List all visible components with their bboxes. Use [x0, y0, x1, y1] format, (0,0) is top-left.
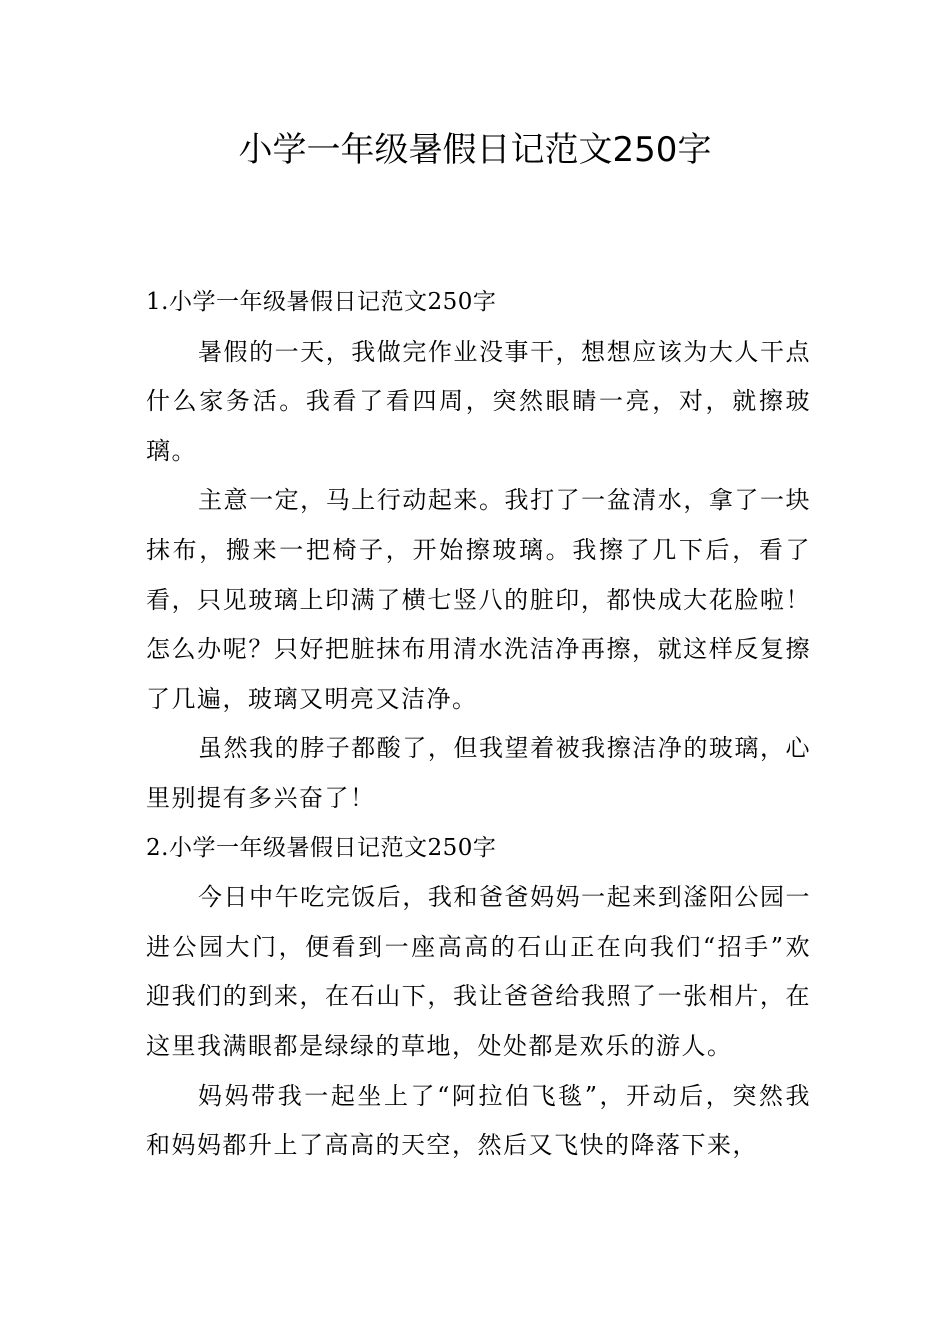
document-body — [146, 278, 811, 1171]
paragraph: 主意一定，马上行动起来。我打了一盆清水，拿了一块抹布，搬来一把椅子，开始擦玻璃。我擦了几下后，看了看，只见玻璃上印满了横七竖八的脏印，都快成大花脸啦！怎么办呢？只好把脏抹布用清水洗洁净再擦，就这样反复擦了几遍，玻璃又明亮又洁净。 — [146, 486, 811, 713]
paragraph: 暑假的一天，我做完作业没事干，想想应该为大人干点什么家务活。我看了看四周，突然眼睛一亮，对，就擦玻璃。 — [146, 337, 811, 465]
section-heading: 2.小学一年级暑假日记范文250字 — [146, 834, 497, 861]
section-heading: 1.小学一年级暑假日记范文250字 — [146, 289, 497, 315]
document-title: 小学一年级暑假日记范文250字 — [238, 130, 712, 170]
paragraph: 今日中午吃完饭后，我和爸爸妈妈一起来到滏阳公园一进公园大门，便看到一座高高的石山正在向我们“招手”欢迎我们的到来，在石山下，我让爸爸给我照了一张相片，在这里我满眼都是绿绿的草地，处处都是欢乐的游人。 — [146, 883, 811, 1060]
paragraph: 妈妈带我一起坐上了“阿拉伯飞毯”，开动后，突然我和妈妈都升上了高高的天空，然后又飞快的降落下来， — [146, 1081, 811, 1160]
paragraph: 虽然我的脖子都酸了，但我望着被我擦洁净的玻璃，心里别提有多兴奋了！ — [146, 734, 811, 812]
